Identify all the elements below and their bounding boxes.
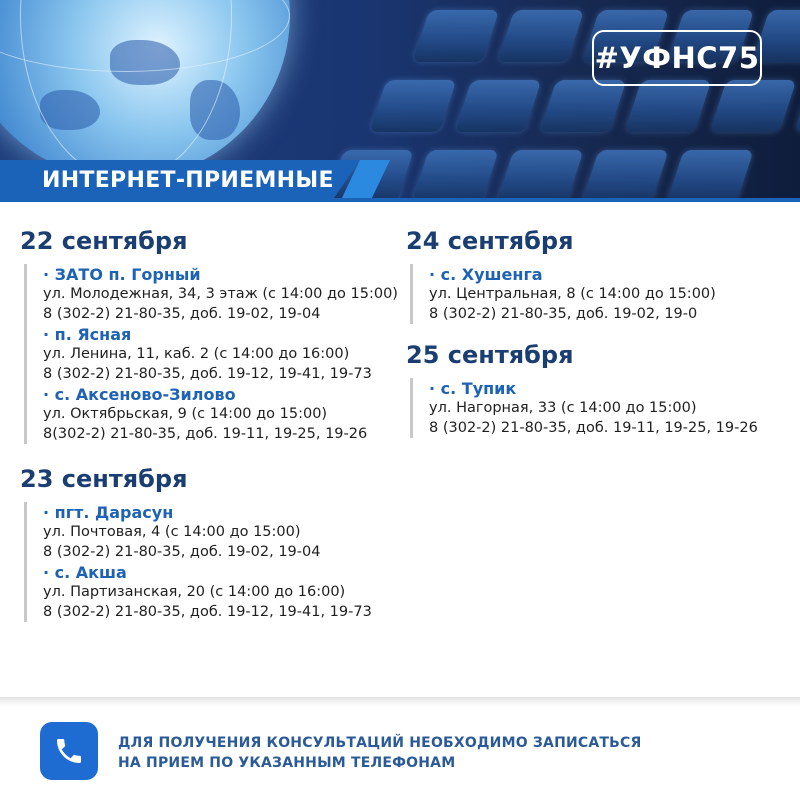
footer-note-line-1: ДЛЯ ПОЛУЧЕНИЯ КОНСУЛЬТАЦИЙ НЕОБХОДИМО ЗАПИСАТЬСЯ (118, 735, 642, 751)
list-item (429, 378, 758, 438)
list-item (43, 384, 398, 444)
day-title: 23 сентября (20, 465, 188, 493)
footer-shadow (0, 698, 800, 706)
page-title-bar (0, 160, 400, 200)
day-entries (410, 378, 758, 438)
day-block-23 (20, 464, 372, 622)
location-name: · с. Тупик (429, 379, 517, 398)
location-name: · с. Хушенга (429, 265, 543, 284)
day-block-24 (406, 226, 716, 324)
day-title: 24 сентября (406, 227, 574, 255)
day-block-25 (406, 340, 758, 438)
location-address: ул. Октябрьская, 9 (с 14:00 до 15:00) (43, 406, 328, 422)
location-phone: 8 (302-2) 21-80-35, доб. 19-02, 19-04 (43, 543, 321, 560)
footer-note-line-2: НА ПРИЕМ ПО УКАЗАННЫМ ТЕЛЕФОНАМ (118, 755, 456, 771)
location-address: ул. Почтовая, 4 (с 14:00 до 15:00) (43, 524, 301, 540)
day-entries (24, 264, 398, 444)
location-address: ул. Молодежная, 34, 3 этаж (с 14:00 до 15:00) (43, 286, 398, 302)
list-item (429, 264, 716, 324)
footer-note (118, 733, 642, 773)
location-phone: 8 (302-2) 21-80-35, доб. 19-02, 19-04 (43, 305, 321, 322)
day-entries (24, 502, 372, 622)
location-name: · с. Акша (43, 563, 127, 582)
day-title: 25 сентября (406, 341, 574, 369)
location-phone: 8 (302-2) 21-80-35, доб. 19-02, 19-0 (429, 305, 698, 322)
phone-icon (40, 722, 98, 780)
location-phone: 8 (302-2) 21-80-35, доб. 19-11, 19-25, 19-26 (429, 419, 758, 436)
location-address: ул. Партизанская, 20 (с 14:00 до 16:00) (43, 584, 346, 600)
list-item (43, 562, 372, 622)
location-address: ул. Нагорная, 33 (с 14:00 до 15:00) (429, 400, 697, 416)
list-item (43, 324, 398, 384)
page-title: ИНТЕРНЕТ-ПРИЕМНЫЕ (42, 168, 334, 193)
header-banner (0, 0, 800, 200)
day-entries (410, 264, 716, 324)
location-name: · п. Ясная (43, 325, 132, 344)
list-item (43, 264, 398, 324)
location-name: · ЗАТО п. Горный (43, 265, 201, 284)
location-address: ул. Центральная, 8 (с 14:00 до 15:00) (429, 286, 716, 302)
location-name: · с. Аксеново-Зилово (43, 385, 236, 404)
title-divider (0, 198, 800, 202)
location-name: · пгт. Дарасун (43, 503, 174, 522)
location-phone: 8 (302-2) 21-80-35, доб. 19-12, 19-41, 19-73 (43, 603, 372, 620)
day-block-22 (20, 226, 398, 444)
list-item (43, 502, 372, 562)
day-title: 22 сентября (20, 227, 188, 255)
location-phone: 8 (302-2) 21-80-35, доб. 19-12, 19-41, 19-73 (43, 365, 372, 382)
location-phone: 8(302-2) 21-80-35, доб. 19-11, 19-25, 19-26 (43, 425, 368, 442)
location-address: ул. Ленина, 11, каб. 2 (с 14:00 до 16:00) (43, 346, 350, 362)
hashtag-badge: #УФНС75 (592, 30, 762, 86)
globe-image (0, 0, 290, 180)
